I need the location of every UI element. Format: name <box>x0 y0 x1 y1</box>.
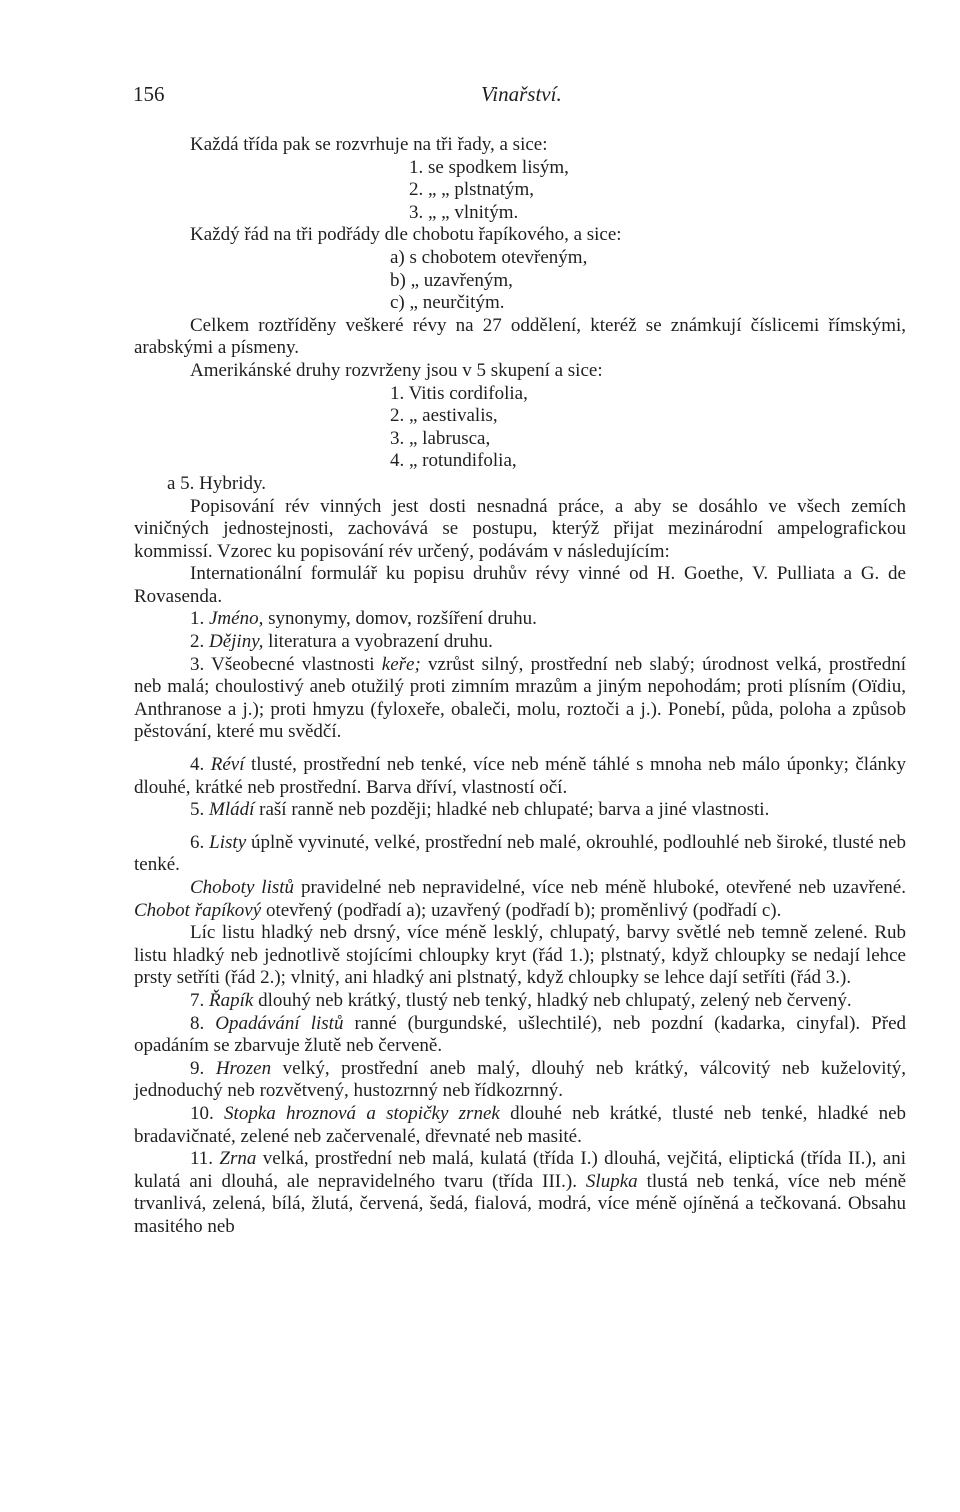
numbered-item: 3. Všeobecné vlastnosti keře; vzrůst silný, prostřední neb slabý; úrodnost velká, prostřední neb malá; choulostivý aneb otužilý proti zimním mrazům a jiným nepohodám; proti plísním (Oïdiu, Anthranose a j.); proti hmyzu (fyloxeře, obaleči, molu, roztoči a j.). Ponebí, půda, poloha a způsob pěstování, které mu svědčí. <box>134 653 906 743</box>
numbered-item: 2. Dějiny, literatura a vyobrazení druhu. <box>190 631 493 653</box>
list-item: a 5. Hybridy. <box>167 472 267 494</box>
numbered-item: 10. Stopka hroznová a stopičky zrnek dlouhé neb krátké, tlusté neb tenké, hladké neb bradavičnaté, zelené neb začervenalé, dřevnaté neb masité. <box>134 1102 907 1147</box>
numbered-item: 11. Zrna velká, prostřední neb malá, kulatá (třída I.) dlouhá, vejčitá, eliptická (třída II.), ani kulatá ani dlouhá, ale nepravidelného tvaru (třída III.). Slupka tlustá neb tenká, více neb méně trvanlivá, zelená, bílá, žlutá, červená, šedá, fialová, modrá, více méně ojíněná a tečkovaná. Obsahu masitého neb <box>134 1148 907 1237</box>
paragraph: Líc listu hladký neb drsný, více méně lesklý, chlupatý, barvy světlé neb temně zelené. Rub listu hladký neb jednotlivě stojícími chloupky kryt (řád 1.); plstnatý, když chloupky se nedají lehce prsty setříti (řád 2.); vlnitý, ani hladký ani plstnatý, když chloupky se lehce dají setříti (řád 3.). <box>134 922 906 989</box>
list-item: 2. „ „ plstnatým, <box>409 179 535 201</box>
list-item: 3. „ labrusca, <box>390 427 491 449</box>
list-item: c) „ neurčitým. <box>390 292 505 314</box>
numbered-item: 5. Mládí raší ranně neb později; hladké neb chlupaté; barva a jiné vlastnosti. <box>190 799 770 821</box>
numbered-item: 1. Jméno, synonymy, domov, rozšíření druhu. <box>190 608 537 630</box>
list-item: 4. „ rotundifolia, <box>390 450 517 472</box>
paragraph: Internationální formulář ku popisu druhův révy vinné od H. Goethe, V. Pulliata a G. de Rovasenda. <box>134 563 906 607</box>
list-item: 1. se spodkem lisým, <box>409 156 569 178</box>
list-item: 2. „ aestivalis, <box>390 405 498 427</box>
classes-intro: Každá třída pak se rozvrhuje na tři řady, a sice: <box>190 134 548 155</box>
page-number: 156 <box>133 82 165 106</box>
numbered-item: 8. Opadávání listů ranné (burgundské, ušlechtilé), neb pozdní (kadarka, cinyfal). Před opadáním se zbarvuje žlutě neb červeně. <box>134 1012 906 1057</box>
paragraph: Celkem roztříděny veškeré révy na 27 oddělení, kteréž se známkují číslicemi římskými, arabskými a písmeny. <box>134 314 906 359</box>
list-item: a) s chobotem otevřeným, <box>390 246 588 268</box>
list-item: 3. „ „ vlnitým. <box>409 201 519 223</box>
page-header <box>0 82 960 112</box>
paragraph: Popisování rév vinných jest dosti nesnadná práce, a aby se dosáhlo ve všech zemích viničných jednostejnosti, zachovává se postupu, kterýž přijat mezinárodní ampelografickou kommissí. Vzorec ku popisování rév určený, podávám v následujícím: <box>134 495 906 562</box>
list-item: b) „ uzavřeným, <box>390 269 513 291</box>
orders-intro: Každý řád na tři podřády dle chobotu řapíkového, a sice: <box>190 224 622 246</box>
list-item: 1. Vitis cordifolia, <box>390 382 528 404</box>
numbered-item: 7. Řapík dlouhý neb krátký, tlustý neb tenký, hladký neb chlupatý, zelený neb červený. <box>190 989 852 1011</box>
paragraph: Choboty listů pravidelné neb nepravidelné, více neb méně hluboké, otevřené neb uzavřené. Chobot řapíkový otevřený (podřadí a); uzavřený (podřadí b); proměnlivý (podřadí c). <box>134 877 906 921</box>
american-intro: Amerikánské druhy rozvrženy jsou v 5 skupení a sice: <box>190 359 603 381</box>
numbered-item: 9. Hrozen velký, prostřední aneb malý, dlouhý neb krátký, válcovitý neb kuželovitý, jednoduchý neb rozvětvený, hustozrnný neb řídkozrnný. <box>134 1057 906 1102</box>
running-title: Vinařství. <box>481 82 562 106</box>
numbered-item: 4. Réví tlusté, prostřední neb tenké, více neb méně táhlé s mnoha neb málo úponky; články dlouhé, krátké neb prostřední. Barva dříví, vlastností očí. <box>134 754 907 798</box>
page-body <box>134 134 906 1239</box>
numbered-item: 6. Listy úplně vyvinuté, velké, prostřední neb malé, okrouhlé, podlouhlé neb široké, tlusté neb tenké. <box>134 831 907 876</box>
